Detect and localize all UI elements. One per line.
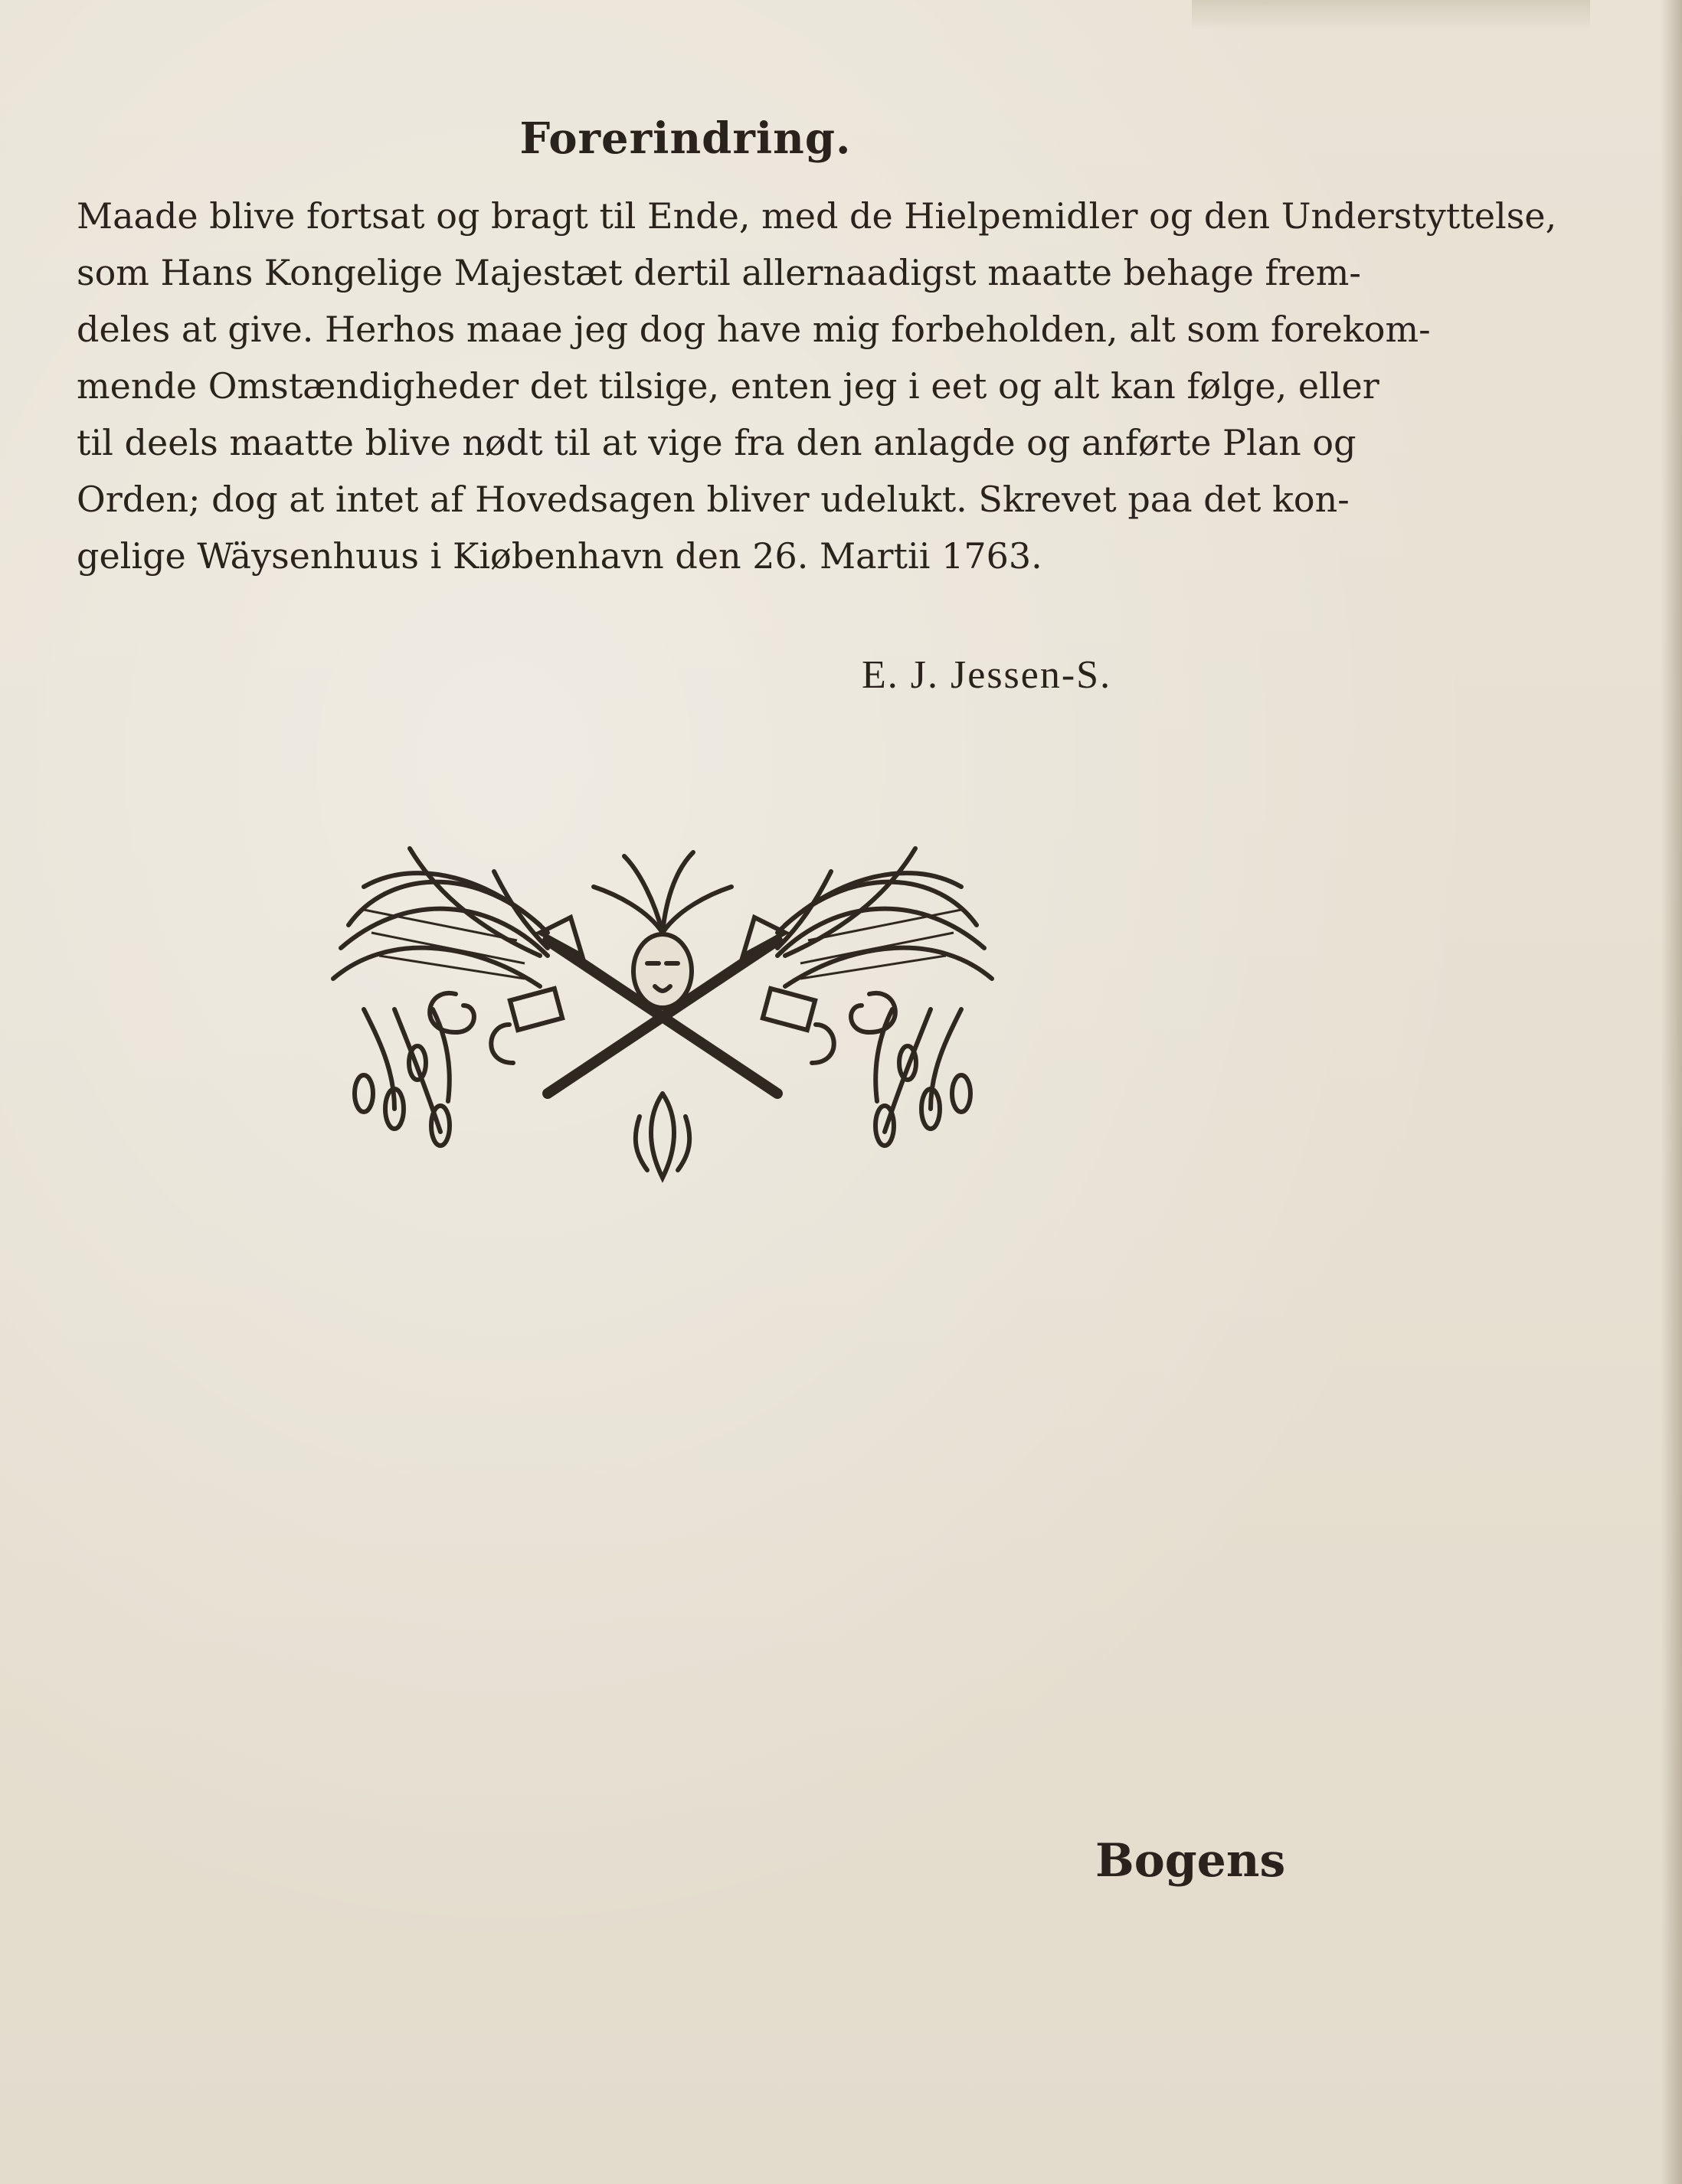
text-line: som Hans Kongelige Majestæt dertil allernaadigst maatte behage frem- — [77, 252, 1361, 293]
catchword: Bogens — [1095, 1834, 1286, 1888]
text-line: Orden; dog at intet af Hovedsagen bliver udelukt. Skrevet paa det kon- — [77, 479, 1350, 520]
text-line: gelige Wäysenhuus i Kiøbenhavn den 26. Martii 1763. — [77, 535, 1042, 577]
text-line: Maade blive fortsat og bragt til Ende, med de Hielpemidler og den Understyttelse, — [77, 195, 1557, 237]
signature: E. J. Jessen-S. — [862, 653, 1112, 697]
text-line: til deels maatte blive nødt til at vige fra den anlagde og anførte Plan og — [77, 422, 1356, 463]
text-line: deles at give. Herhos maae jeg dog have mig forbeholden, alt som forekom- — [77, 309, 1431, 350]
text-line: mende Omstændigheder det tilsige, enten jeg i eet og alt kan følge, eller — [77, 365, 1379, 407]
woodcut-ornament-icon — [318, 841, 1007, 1193]
running-head: Forerindring. — [519, 113, 852, 164]
body-text — [77, 188, 1557, 584]
page-edge-shading — [1661, 0, 1682, 2184]
page-corner-shading — [1192, 0, 1590, 31]
